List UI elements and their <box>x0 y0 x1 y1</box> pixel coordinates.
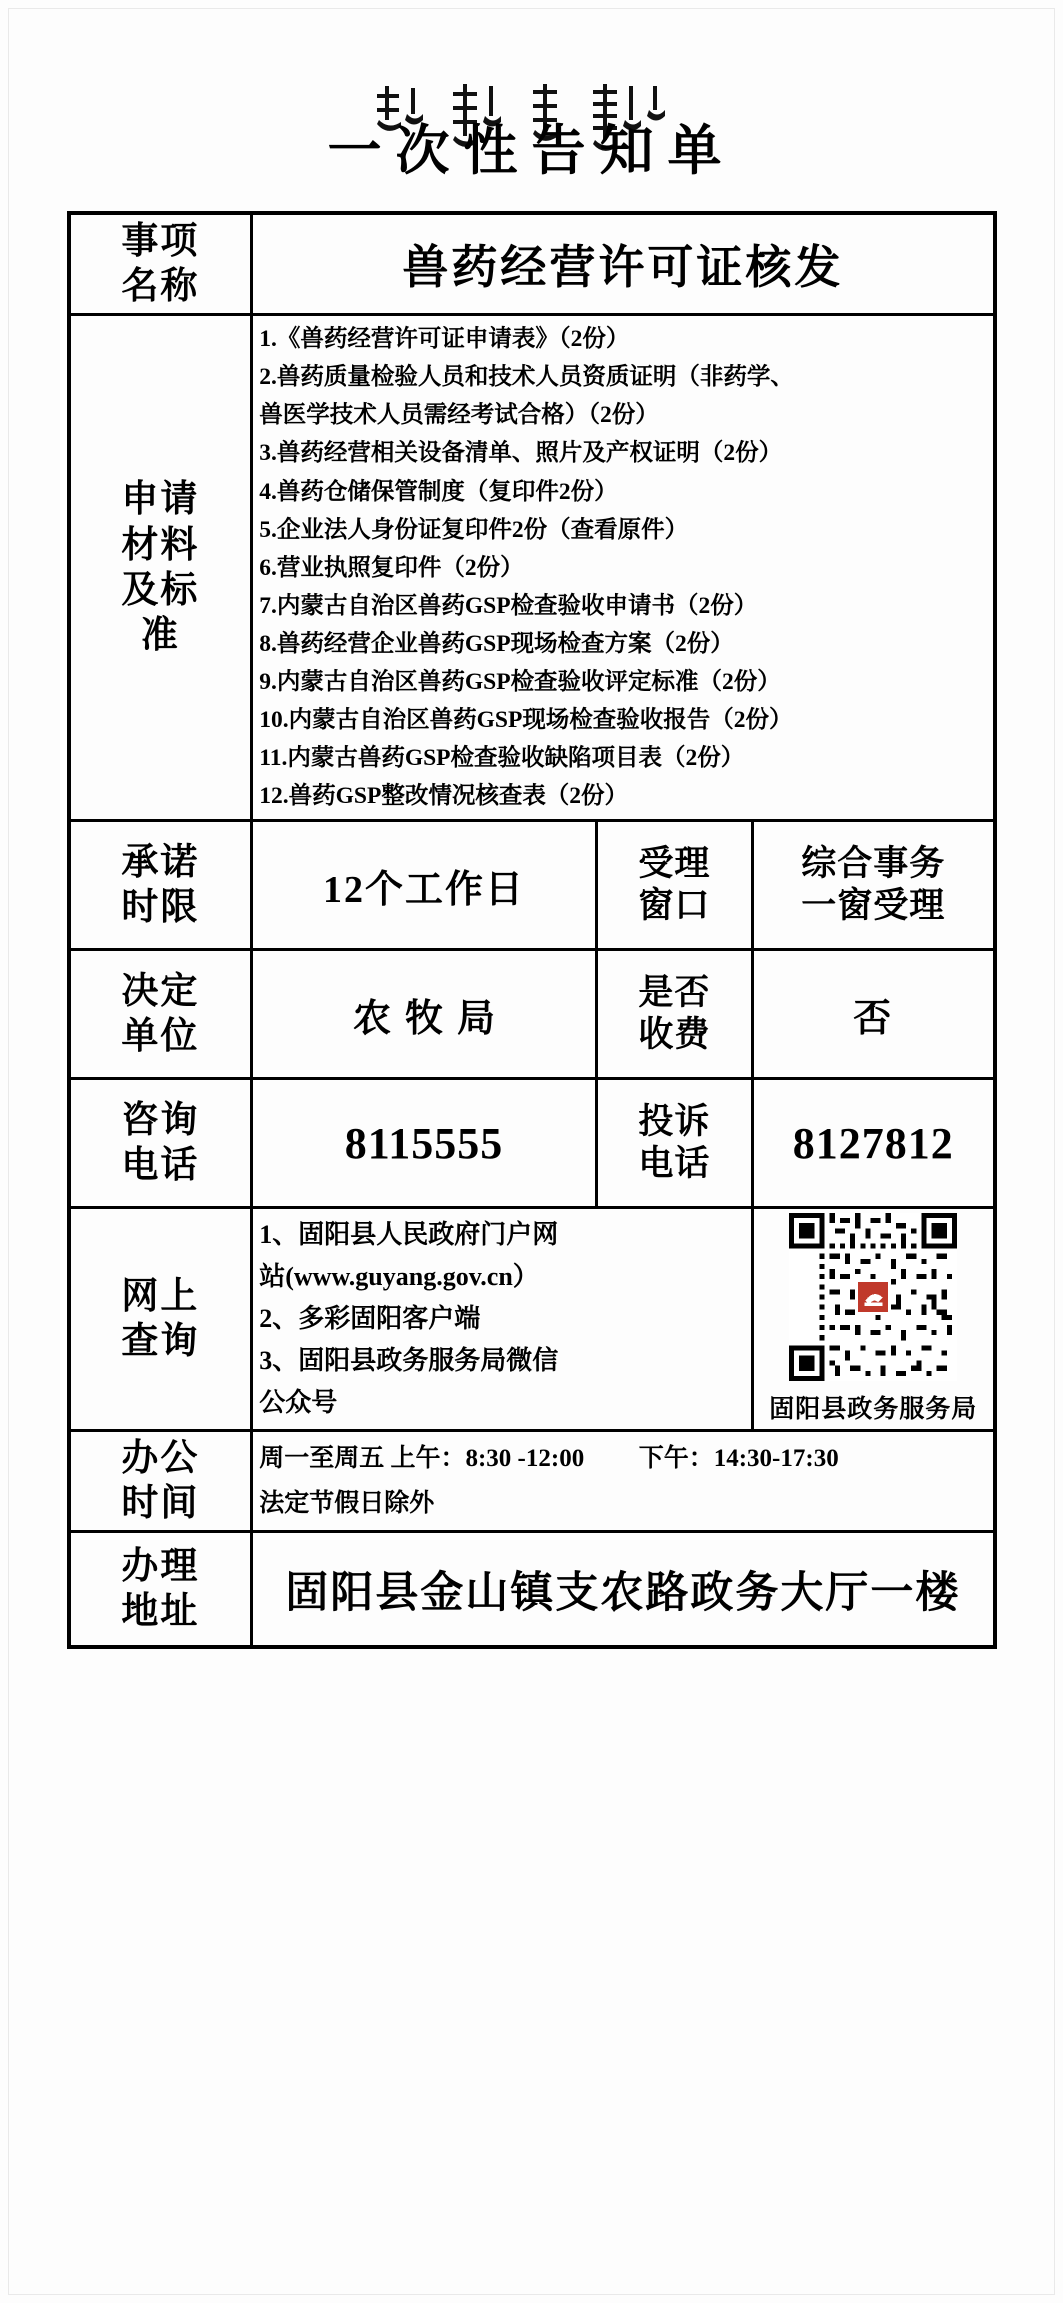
list-item: 12.兽药GSP整改情况核查表（2份） <box>259 783 629 809</box>
list-item: 10.内蒙古自治区兽药GSP现场检查验收报告（2份） <box>259 706 793 733</box>
online-query-lines <box>252 1208 753 1431</box>
hours-afternoon: 下午：14:30-17:30 <box>638 1445 839 1473</box>
list-item: 7.内蒙古自治区兽药GSP检查验收申请书（2份） <box>259 592 758 619</box>
table-row-online-query <box>69 1208 995 1431</box>
list-item: 9.内蒙古自治区兽药GSP检查验收评定标准（2份） <box>259 668 781 695</box>
label-line: 单位 <box>121 1016 200 1058</box>
hours-morning: 周一至周五 上午：8:30 -12:00 <box>259 1445 585 1473</box>
list-item: 3.兽药经营相关设备清单、照片及产权证明（2份） <box>259 440 783 467</box>
list-item: 6.营业执照复印件（2份） <box>259 554 524 581</box>
label-line: 办公 <box>121 1438 200 1480</box>
list-item: 8.兽药经营企业兽药GSP现场检查方案（2份） <box>259 630 734 657</box>
qr-cell <box>753 1208 995 1431</box>
label-line: 材料 <box>121 524 200 566</box>
label-line: 电话 <box>638 1144 711 1184</box>
list-item: 1.《兽药经营许可证申请表》（2份） <box>259 326 630 353</box>
value-consult-phone: 8115555 <box>252 1079 596 1208</box>
label-line: 办理 <box>121 1546 200 1588</box>
qr-code-icon <box>789 1213 957 1381</box>
label-line: 网上 <box>121 1275 200 1317</box>
query-line: 1、固阳县人民政府门户网 <box>259 1219 559 1249</box>
label-line: 决定 <box>121 970 200 1012</box>
qr-caption: 固阳县政务服务局 <box>769 1396 978 1424</box>
label-promise-period <box>69 821 252 950</box>
label-line: 承诺 <box>121 841 200 883</box>
materials-list <box>252 315 995 821</box>
label-line: 时限 <box>121 887 200 929</box>
query-line: 站(www.guyang.gov.cn） <box>259 1261 539 1291</box>
page-title: 一次性告知单 <box>327 121 736 181</box>
list-item: 4.兽药仓储保管制度（复印件2份） <box>259 478 618 505</box>
label-is-charged <box>596 950 752 1079</box>
label-complaint-phone <box>596 1079 752 1208</box>
label-line: 电话 <box>121 1145 200 1187</box>
label-line: 受理 <box>638 844 711 884</box>
label-line: 事项 <box>121 221 200 262</box>
label-online-query <box>69 1208 252 1431</box>
label-item-name <box>69 213 252 315</box>
query-line: 2、多彩固阳客户端 <box>259 1304 481 1333</box>
value-promise-period: 12个工作日 <box>252 821 596 950</box>
list-item: 兽医学技术人员需经考试合格）（2份） <box>259 402 659 429</box>
table-row-decision-unit <box>69 950 995 1079</box>
label-line: 查询 <box>121 1321 200 1363</box>
value-is-charged: 否 <box>753 950 995 1079</box>
value-decision-unit: 农牧局 <box>252 950 596 1079</box>
value-office-address: 固阳县金山镇支农路政务大厅一楼 <box>252 1532 995 1648</box>
info-table <box>67 211 997 1649</box>
value-item-name: 兽药经营许可证核发 <box>252 213 995 315</box>
label-line: 地址 <box>121 1591 200 1633</box>
label-office-hours <box>69 1431 252 1532</box>
table-row-promise-period <box>69 821 995 950</box>
table-row-item-name <box>69 213 995 315</box>
label-line: 咨询 <box>121 1099 200 1141</box>
value-acceptance-window <box>753 821 995 950</box>
label-line: 收费 <box>638 1015 711 1055</box>
label-consult-phone <box>69 1079 252 1208</box>
list-item: 11.内蒙古兽药GSP检查验收缺陷项目表（2份） <box>259 744 745 771</box>
table-row-consult-phone <box>69 1079 995 1208</box>
table-row-office-address <box>69 1532 995 1648</box>
label-line: 准 <box>140 614 180 656</box>
label-line: 投诉 <box>638 1102 711 1142</box>
office-hours-value <box>252 1431 995 1532</box>
mongolian-title <box>0 0 1063 96</box>
label-line: 窗口 <box>638 886 711 926</box>
table-row-materials <box>69 315 995 821</box>
hours-note: 法定节假日除外 <box>259 1490 435 1518</box>
query-line: 公众号 <box>259 1388 338 1418</box>
hours-line <box>259 1436 986 1481</box>
label-line: 及标 <box>121 569 200 611</box>
list-item: 2.兽药质量检验人员和技术人员资质证明（非药学、 <box>259 364 794 391</box>
label-office-address <box>69 1532 252 1648</box>
list-item: 5.企业法人身份证复印件2份（查看原件） <box>259 516 689 543</box>
label-acceptance-window <box>596 821 752 950</box>
label-line: 时间 <box>121 1483 200 1525</box>
value-line: 综合事务 <box>801 844 946 884</box>
label-line: 名称 <box>121 266 200 308</box>
value-line: 一窗受理 <box>801 886 946 926</box>
label-decision-unit <box>69 950 252 1079</box>
value-complaint-phone: 8127812 <box>753 1079 995 1208</box>
table-row-office-hours <box>69 1431 995 1532</box>
label-materials <box>69 315 252 821</box>
label-line: 是否 <box>638 973 711 1013</box>
label-line: 申请 <box>121 479 200 521</box>
query-line: 3、固阳县政务服务局微信 <box>259 1346 559 1376</box>
